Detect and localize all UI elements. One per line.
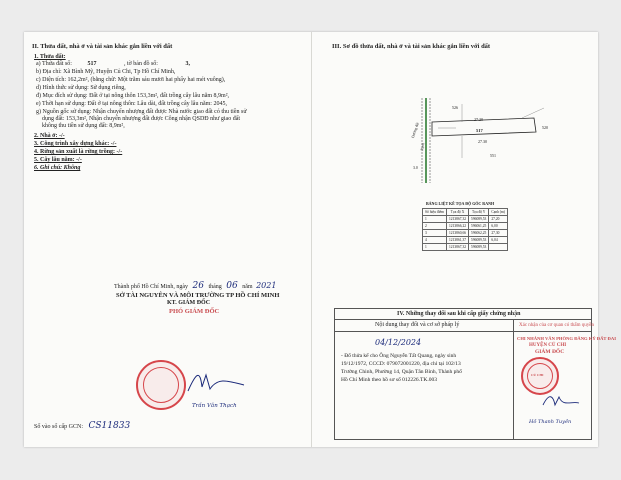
south-parcel-label: 551 xyxy=(490,153,496,158)
director-signature xyxy=(184,367,254,397)
table-cell xyxy=(489,244,508,251)
address-line: b) Địa chỉ: Xã Bình Mỹ, Huyện Củ Chi, Tp Hồ Chí Minh, xyxy=(36,69,176,75)
right-page xyxy=(312,32,616,447)
seal-text: CỦ CHI xyxy=(531,373,544,377)
cert-number: CS11833 xyxy=(88,421,131,431)
coord-header-edge: Cạnh (m) xyxy=(489,209,508,216)
west-road-label: Đường đất xyxy=(410,121,420,139)
place-date-prefix: Thành phố Hồ Chí Minh, ngày xyxy=(114,284,188,290)
term-line: e) Thời hạn sử dụng: Đất ở tại nông thôn: Lâu dài, đất trồng cây lâu năm: 2045, xyxy=(36,101,227,107)
table-cell: 6,00 xyxy=(489,223,508,230)
left-signer-name: Trần Văn Thạch xyxy=(192,403,237,409)
table-cell: 1 xyxy=(423,216,447,223)
coord-table-header xyxy=(423,209,508,216)
house-line: 2. Nhà ở: -/- xyxy=(34,133,65,139)
bottom-edge-length: 27.30 xyxy=(478,139,487,144)
coord-header-y: Tọa độ Y xyxy=(469,209,489,216)
sheet-number: 3, xyxy=(185,61,190,67)
table-row xyxy=(423,216,508,223)
sheet-label: , tờ bản đồ số: xyxy=(123,61,158,67)
table-cell: 1213867,32 xyxy=(446,216,468,223)
table-cell: 1213866,22 xyxy=(446,223,468,230)
changes-box xyxy=(334,308,616,440)
change-line-1: - Đổ thửa kế cho Ông Nguyễn Tất Quang, ngày sinh xyxy=(341,353,457,359)
divider xyxy=(335,319,591,320)
issue-day: 26 xyxy=(192,281,204,291)
perennial-line: 5. Cây lâu năm: -/- xyxy=(34,157,82,163)
table-row xyxy=(423,244,508,251)
parcel-number: 517 xyxy=(87,61,97,67)
notes-line: 6. Ghi chú: Không xyxy=(34,165,81,171)
table-cell: 1213861,37 xyxy=(446,237,468,244)
year-label: năm xyxy=(242,284,253,290)
purpose-line: đ) Mục đích sử dụng: Đất ở tại nông thôn 153,3m², đất trồng cây lâu năm 8,9m², xyxy=(36,93,229,99)
issue-year: 2021 xyxy=(256,281,277,290)
land-parcel-map xyxy=(372,98,562,183)
section-ii-title: II. Thửa đất, nhà ở và tài sản khác gắn liền với đất xyxy=(32,43,173,50)
table-cell: 1213867,32 xyxy=(446,244,468,251)
table-cell: 596061,25 xyxy=(469,223,489,230)
origin-line-2: dụng đất: 153,3m², Nhận chuyển nhượng đất được Công nhận QSDĐ như giao đất xyxy=(42,116,241,122)
left-page xyxy=(24,32,311,447)
table-cell: 596062,25 xyxy=(469,230,489,237)
branch-signature xyxy=(541,391,581,411)
table-cell: 4 xyxy=(423,237,447,244)
left-edge-length: 3.0 xyxy=(413,166,418,170)
issue-date-line xyxy=(114,282,276,291)
table-cell: 6,04 xyxy=(489,237,508,244)
parcel-label: a) Thửa đất số: xyxy=(36,61,72,67)
table-cell: 2 xyxy=(423,223,447,230)
kt-director: KT. GIÁM ĐỐC xyxy=(167,300,211,306)
map-parcel-label: 517 xyxy=(476,128,483,133)
coord-header-point: Số hiệu điểm xyxy=(423,209,447,216)
stamp-title: GIÁM ĐỐC xyxy=(535,349,565,355)
table-cell: 1 xyxy=(423,244,447,251)
table-row xyxy=(423,237,508,244)
issuing-authority: SỞ TÀI NGUYÊN VÀ MÔI TRƯỜNG TP HỒ CHÍ MINH xyxy=(116,292,280,299)
usage-form-line: d) Hình thức sử dụng: Sử dụng riêng, xyxy=(36,85,126,91)
change-line-3: Trường Chinh, Phường 14, Quận Tân Bình, Thành phố xyxy=(341,369,462,375)
area-line: c) Diện tích: 162,2m², (bằng chữ: Một trăm sáu mươi hai phẩy hai mét vuông), xyxy=(36,77,226,83)
table-row xyxy=(423,223,508,230)
table-cell: 27,20 xyxy=(489,216,508,223)
month-label: tháng xyxy=(208,284,222,290)
coord-table-title: BẢNG LIỆT KÊ TỌA ĐỘ GÓC RANH xyxy=(426,201,495,206)
col-confirm-header: Xác nhận của cơ quan có thẩm quyền xyxy=(519,323,594,328)
right-signer-name: Hồ Thanh Tuyền xyxy=(529,419,572,425)
origin-line-3: không thu tiền sử dụng đất: 8,9m², xyxy=(42,123,125,129)
table-cell: 596089,53 xyxy=(469,237,489,244)
top-edge-length: 27.20 xyxy=(474,117,483,122)
table-cell: 27,30 xyxy=(489,230,508,237)
deputy-director-stamp: PHÓ GIÁM ĐỐC xyxy=(169,308,220,315)
land-header: 1. Thửa đất: xyxy=(34,54,66,60)
stamp-office: CHI NHÁNH VĂN PHÒNG ĐĂNG KÝ ĐẤT ĐAI xyxy=(517,336,616,341)
table-cell: 596089,53 xyxy=(469,244,489,251)
cert-number-line xyxy=(34,423,130,431)
coord-header-x: Tọa độ X xyxy=(446,209,468,216)
issue-month: 06 xyxy=(226,281,238,291)
column-divider xyxy=(513,319,514,439)
cert-number-label: Số vào sổ cấp GCN: xyxy=(34,424,83,430)
table-cell: 1213860,66 xyxy=(446,230,468,237)
col-content-header: Nội dung thay đổi và cơ sở pháp lý xyxy=(375,322,460,328)
north-parcel-label: 526 xyxy=(452,105,458,110)
change-line-4: Hồ Chí Minh theo hồ sơ số 012226.TK.003 xyxy=(341,377,437,383)
certificate-sheet xyxy=(24,32,616,447)
section-iv-title: IV. Những thay đổi sau khi cấp giấy chứng nhận xyxy=(397,311,521,317)
table-row xyxy=(423,230,508,237)
coord-table xyxy=(422,208,508,251)
forest-line: 4. Rừng sản xuất là rừng trồng: -/- xyxy=(34,149,123,155)
stamp-branch: HUYỆN CỦ CHI xyxy=(529,343,567,348)
change-line-2: 19/12/1972, CCCD: 079072001220, địa chỉ tại 102/13 xyxy=(341,361,461,367)
construction-line: 3. Công trình xây dựng khác: -/- xyxy=(34,141,117,147)
table-cell: 3 xyxy=(423,230,447,237)
table-cell: 596089,53 xyxy=(469,216,489,223)
east-parcel-label: 520 xyxy=(542,125,548,130)
divider xyxy=(335,331,591,332)
origin-line-1: g) Nguồn gốc sử dụng: Nhận chuyển nhượng đất được Nhà nước giao đất có thu tiền sử xyxy=(36,109,247,115)
parcel-row xyxy=(36,61,190,68)
official-seal xyxy=(136,360,186,410)
section-iii-title: III. Sơ đồ thửa đất, nhà ở và tài sản khác gắn liền với đất xyxy=(332,43,491,50)
road-label: Rạch xyxy=(419,142,426,151)
change-date: 04/12/2024 xyxy=(375,338,422,347)
